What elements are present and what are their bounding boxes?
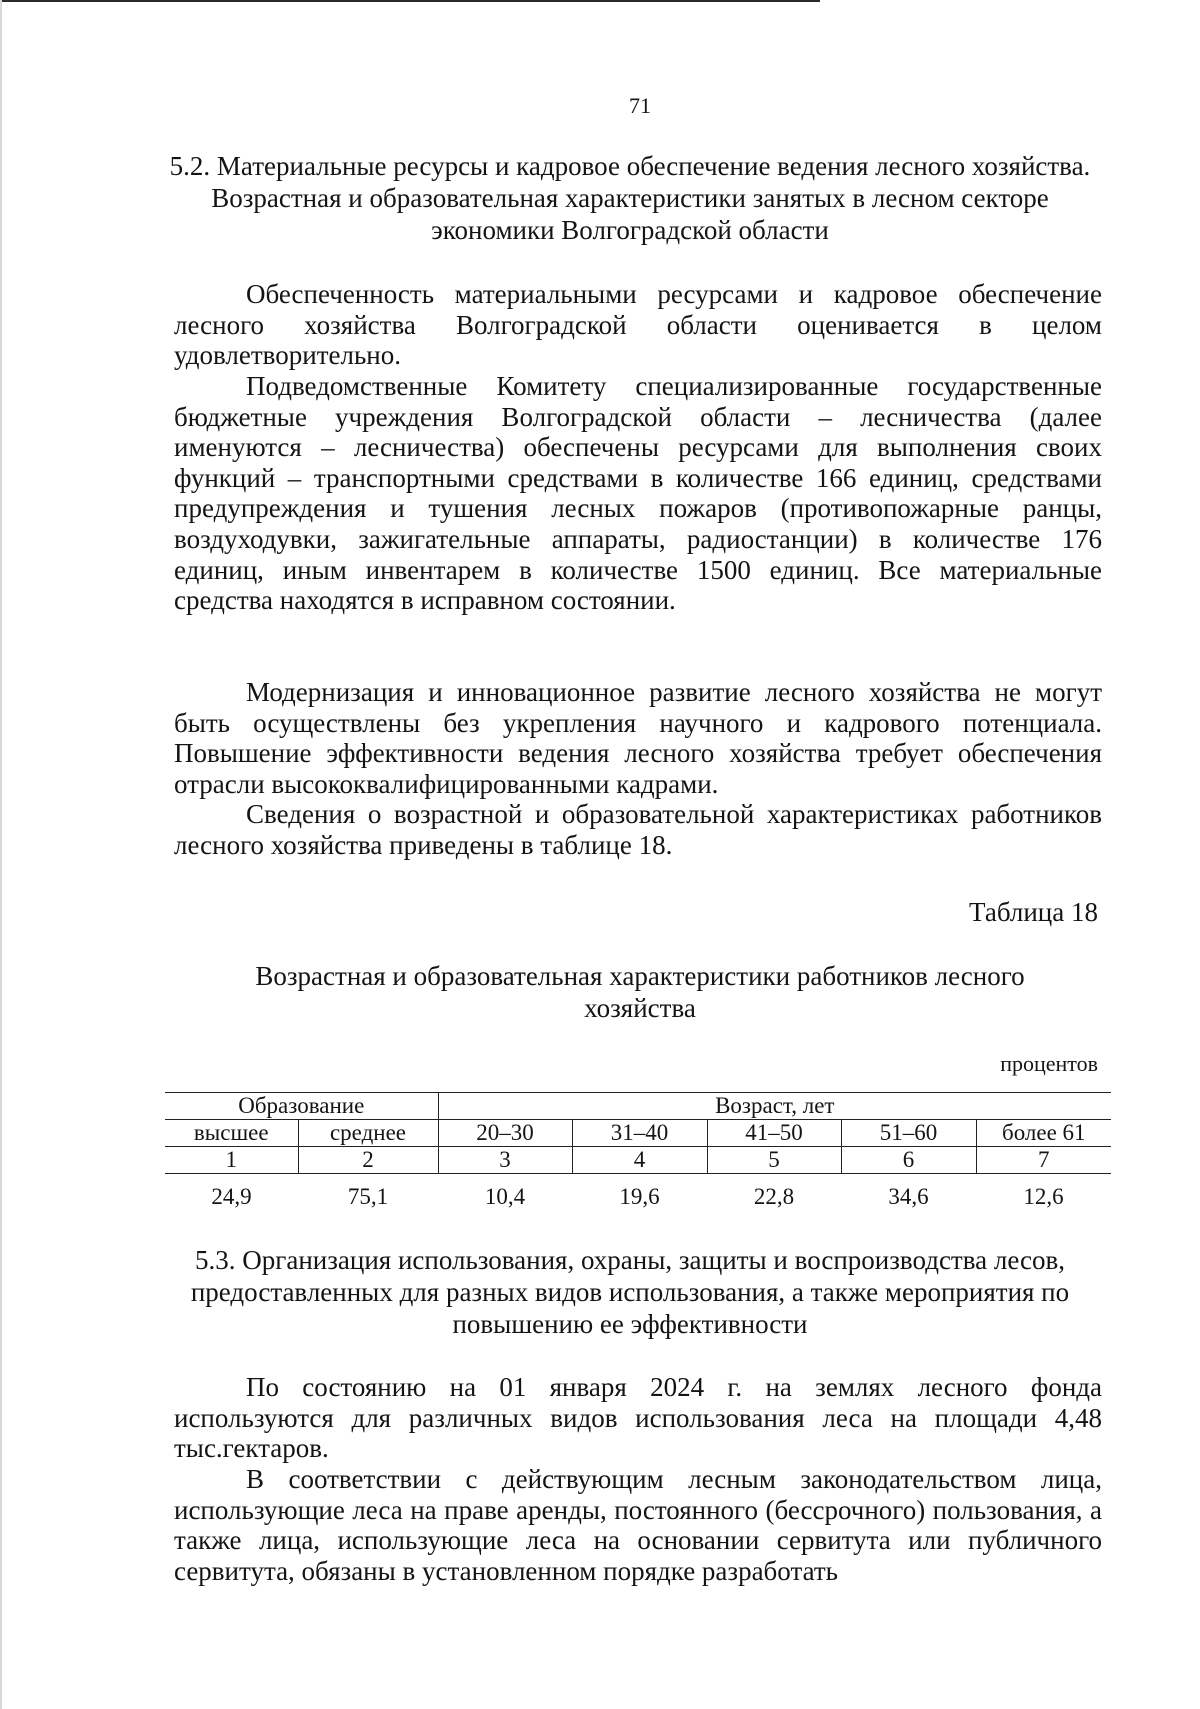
scan-edge-left: [0, 0, 2, 1709]
table-column-header-row: [165, 1120, 1111, 1147]
paragraph-forestry-resources: Подведомственные Комитету специализированные государственные бюджетные учреждения Волгоградской области – лесничества (далее именуются – лесничества) обеспечены ресурсами для выполнения своих функций – транспортными средствами в количестве 166 единиц, средствами предупреждения и тушения лесных пожаров (противопожарные ранцы, воздуходувки, зажигательные аппараты, радиостанции) в количестве 176 единиц, иным инвентарем в количестве 1500 единиц. Все материальные средства находятся в исправном состоянии.: [174, 371, 1102, 616]
table-cell: 34,6: [841, 1174, 976, 1221]
table-cell: 19,6: [572, 1174, 707, 1221]
group-header-education: Образование: [165, 1093, 438, 1120]
column-header: 51–60: [841, 1120, 976, 1147]
table-cell: 10,4: [438, 1174, 572, 1221]
paragraph-modernization: Модернизация и инновационное развитие лесного хозяйства не могут быть осуществлены без укрепления научного и кадрового потенциала. Повышение эффективности ведения лесного хозяйства требует обеспечения отрасли высококвалифицированными кадрами.: [174, 677, 1102, 799]
table-cell: 75,1: [298, 1174, 438, 1221]
paragraph-resources-adequacy: Обеспеченность материальными ресурсами и кадровое обеспечение лесного хозяйства Волгоградской области оценивается в целом удовлетворительно.: [174, 279, 1102, 371]
table-cell: 22,8: [707, 1174, 841, 1221]
section-title-5-3: 5.3. Организация использования, охраны, защиты и воспроизводства лесов, предоставленных для разных видов использования, а также мероприятия по повышению ее эффективности: [190, 1245, 1070, 1339]
table-cell: 24,9: [165, 1174, 298, 1221]
column-number: 2: [298, 1147, 438, 1174]
table-column-number-row: [165, 1147, 1111, 1174]
section-title-5-2: 5.2. Материальные ресурсы и кадровое обеспечение ведения лесного хозяйства. Возрастная и образовательная характеристики занятых в лесном секторе экономики Волгоградской области: [169, 151, 1091, 245]
column-header: высшее: [165, 1120, 298, 1147]
table-label: Таблица 18: [969, 897, 1098, 927]
column-number: 7: [976, 1147, 1111, 1174]
column-header: 20–30: [438, 1120, 572, 1147]
table-group-header-row: [165, 1093, 1111, 1120]
page-number: 71: [629, 93, 651, 118]
table-units: процентов: [1000, 1051, 1098, 1076]
column-number: 4: [572, 1147, 707, 1174]
column-header: более 61: [976, 1120, 1111, 1147]
paragraph-forest-fund-usage: По состоянию на 01 января 2024 г. на землях лесного фонда используются для различных видов использования леса на площади 4,48 тыс.гектаров.: [174, 1372, 1102, 1464]
column-number: 6: [841, 1147, 976, 1174]
age-education-table: [165, 1092, 1111, 1220]
table-row: [165, 1174, 1111, 1221]
column-number: 5: [707, 1147, 841, 1174]
column-header: 31–40: [572, 1120, 707, 1147]
column-number: 1: [165, 1147, 298, 1174]
group-header-age: Возраст, лет: [438, 1093, 1111, 1120]
table-caption: Возрастная и образовательная характеристики работников лесного хозяйства: [255, 961, 1025, 1023]
paragraph-legislation: В соответствии с действующим лесным законодательством лица, использующие леса на праве аренды, постоянного (бессрочного) пользования, а также лица, использующие леса на основании сервитута или публичного сервитута, обязаны в установленном порядке разработать: [174, 1464, 1102, 1586]
table-cell: 12,6: [976, 1174, 1111, 1221]
column-number: 3: [438, 1147, 572, 1174]
scan-edge-top: [0, 0, 820, 2]
column-header: 41–50: [707, 1120, 841, 1147]
paragraph-table-reference: Сведения о возрастной и образовательной характеристиках работников лесного хозяйства приведены в таблице 18.: [174, 799, 1102, 860]
column-header: среднее: [298, 1120, 438, 1147]
